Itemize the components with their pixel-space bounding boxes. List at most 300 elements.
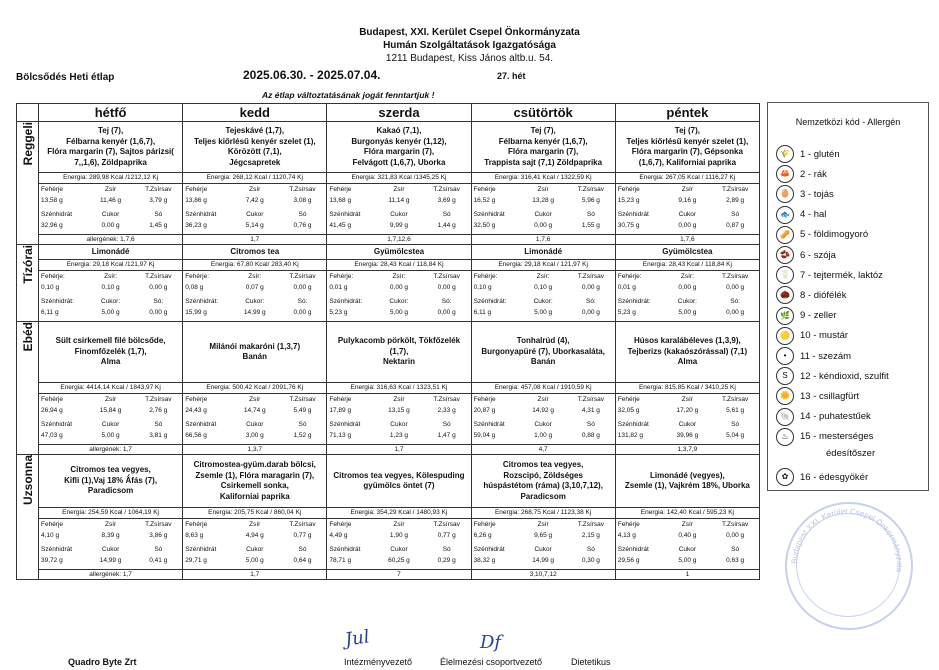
nutrition-values-row: [327, 307, 470, 321]
nutrition-labels-row: [616, 544, 759, 555]
nutrition-value: 5,61 g: [726, 407, 745, 414]
nutrition-value: 0,00 g: [726, 284, 745, 291]
nutrition-value: 5,49 g: [293, 407, 312, 414]
nutrition-label: Fehérje: [41, 521, 64, 528]
dish-name: Citromos tea vegyes, Rozscipó, Zöldséges húspástétom (ráma) (3,10,7,12), Paradicsom: [483, 460, 603, 501]
dish-name: Tonhalrúd (4), Burgonyapüré (7), Uborkasaláta, Banán: [481, 336, 605, 367]
energy-value: Energia: 254,59 Kcal / 1064,19 Kj: [39, 507, 182, 519]
nutrition-label: Só: [586, 546, 595, 553]
nutrition-label: Só: [731, 211, 740, 218]
nutrition-label: Cukor:: [389, 298, 409, 305]
footer-role-director: Intézményvezető: [344, 657, 413, 667]
nutrition-value: 0,41 g: [149, 557, 168, 564]
nutrition-label: Cukor: [246, 546, 264, 553]
nutrition-label: Szénhidrát: [185, 211, 217, 218]
nutrition-value: 9,16 g: [678, 197, 697, 204]
nutrition-labels-row: [327, 296, 470, 307]
nutrition-labels-row: [616, 394, 759, 405]
nutrition-value: 0,64 g: [293, 557, 312, 564]
allergen-label: 11 - szezám: [800, 350, 852, 362]
svg-text:Budapest XXI. Kerület Csepel Ö: [790, 507, 904, 573]
day-header: csütörtök: [471, 104, 615, 122]
nutrition-value: 6,11 g: [473, 309, 492, 316]
nutrition-value: 14,99 g: [99, 557, 122, 564]
nutrition-label: Zsír: [681, 396, 693, 403]
nutrition-value: 131,82 g: [617, 432, 644, 439]
nutrition-table: [616, 271, 759, 321]
menu-cell: [471, 455, 615, 580]
nutrition-values-row: [616, 430, 759, 444]
nutrition-value: 13,58 g: [41, 197, 63, 204]
nutrition-label: Szénhidrát:: [41, 298, 74, 305]
nutrition-label: Fehérje: [329, 186, 352, 193]
org-name: Budapest, XXI. Kerület Csepel Önkormányzata: [359, 27, 580, 38]
allergen-label: 3 - tojás: [800, 188, 834, 200]
nutrition-values-row: [472, 220, 615, 234]
nutrition-value: 8,63 g: [185, 532, 204, 539]
nutrition-values-row: [616, 530, 759, 544]
nutrition-value: 0,01 g: [617, 284, 636, 291]
celery-icon: 🌿: [776, 307, 794, 325]
nutrition-label: Szénhidrát: [185, 546, 217, 553]
corner-cell: [17, 104, 39, 122]
nutrition-label: Fehérje:: [185, 273, 210, 280]
nutrition-labels-row: [39, 296, 182, 307]
nutrition-value: 0,00 g: [726, 309, 745, 316]
nutrition-value: 38,32 g: [473, 557, 496, 564]
nutrition-label: Szénhidrát: [329, 546, 361, 553]
nutrition-label: Só:: [585, 298, 596, 305]
nutrition-labels-row: [472, 209, 615, 220]
nutrition-label: Zsír:: [680, 273, 694, 280]
nutrition-labels-row: [39, 209, 182, 220]
nutrition-value: 3,69 g: [437, 197, 456, 204]
dish-name: Gyümölcstea: [662, 246, 713, 256]
nutrition-values-row: [39, 282, 182, 296]
nutrition-label: Só: [442, 211, 451, 218]
allergen-label: 5 - földimogyoró: [800, 229, 869, 241]
allergen-item: [776, 185, 834, 203]
nutrition-value: 0,00 g: [437, 309, 456, 316]
dish-name: Tej (7), Félbarna kenyér (1,6,7), Flóra margarin (7), Trappista sajt (7,1) Zöldpaprika: [484, 126, 603, 167]
allergen-item: [776, 307, 836, 325]
nutrition-label: Szénhidrát: [617, 421, 649, 428]
dish-name: Citromos tea vegyes, Kölespuding gyümölcs öntet (7): [333, 470, 465, 490]
nutrition-table: [472, 519, 615, 569]
energy-value: Energia: 28,43 Kcal / 118,84 Kj: [616, 259, 759, 271]
nutrition-values-row: [327, 555, 470, 569]
nutrition-values-row: [39, 555, 182, 569]
nutrition-labels-row: [616, 519, 759, 530]
nutrition-label: Zsír:: [248, 273, 262, 280]
allergen-label: 4 - hal: [800, 209, 827, 221]
nutrition-value: 14,99 g: [532, 557, 554, 564]
nutrition-value: 0,76 g: [293, 222, 312, 229]
nutrition-labels-row: [39, 419, 182, 430]
energy-value: Energia: 29,18 Kcal / 121,97 Kj: [472, 259, 615, 271]
nutrition-value: 0,10 g: [41, 284, 60, 291]
nutrition-label: Zsír: [537, 396, 549, 403]
nutrition-value: 1,44 g: [437, 222, 456, 229]
nutrition-values-row: [183, 195, 326, 209]
nutrition-table: [39, 271, 182, 321]
nutrition-label: Só: [154, 211, 163, 218]
nutrition-label: Zsír: [249, 521, 261, 528]
nutrition-label: Cukor: [246, 211, 264, 218]
nutrition-values-row: [39, 220, 182, 234]
nutrition-labels-row: [327, 544, 470, 555]
allergen-codes: allergének: 1,7: [39, 569, 182, 579]
allergen-item: [776, 145, 840, 163]
nutrition-label: Fehérje: [617, 396, 640, 403]
nutrition-label: Fehérje: [185, 186, 208, 193]
nutrition-labels-row: [616, 296, 759, 307]
energy-value: Energia: 267,05 Kcal / 1116,27 Kj: [616, 172, 759, 184]
dish-name: Limonádé: [524, 246, 563, 256]
nutrition-labels-row: [472, 519, 615, 530]
nutrition-label: Cukor:: [101, 298, 121, 305]
allergen-label: 10 - mustár: [800, 330, 849, 342]
nutrition-table: [327, 271, 470, 321]
nutrition-label: Só: [154, 546, 163, 553]
nutrition-values-row: [616, 282, 759, 296]
lupin-icon: 🌼: [776, 387, 794, 405]
stamp-text: Budapest XXI. Kerület Csepel Önkormányzata: [789, 506, 905, 573]
day-header: hétfő: [39, 104, 183, 122]
nutrition-label: Szénhidrát:: [473, 298, 507, 305]
dish-name: Kakaó (7,1), Burgonyás kenyér (1,12), Flóra margarin (7), Felvágott (1,6,7), Uborka: [351, 126, 447, 167]
nutrition-label: Cukor: [101, 421, 120, 428]
nutrition-value: 3,81 g: [149, 432, 168, 439]
nutrition-value: 32,50 g: [473, 222, 496, 229]
dish-name: Limonádé: [91, 246, 130, 256]
nutrition-value: 36,23 g: [185, 222, 207, 229]
nutrition-label: Szénhidrát:: [329, 298, 363, 305]
nutrition-value: 71,13 g: [329, 432, 352, 439]
nutrition-table: [39, 394, 182, 444]
menu-cell: [39, 455, 183, 580]
dish-name: Gyümölcstea: [373, 246, 425, 256]
energy-value: Energia: 4414,14 Kcal / 1843,97 Kj: [39, 382, 182, 394]
nutrition-values-row: [472, 195, 615, 209]
licorice-icon: ✿: [776, 468, 794, 486]
nutrition-labels-row: [327, 184, 470, 195]
nutrition-label: Fehérje: [473, 521, 496, 528]
nutrition-table: [39, 184, 182, 234]
nutrition-values-row: [616, 307, 759, 321]
nutrition-values-row: [39, 530, 182, 544]
nutrition-label: Cukor: [390, 546, 408, 553]
energy-value: Energia: 500,42 Kcal / 2091,76 Kj: [183, 382, 326, 394]
allergen-codes: 1,7: [327, 444, 470, 454]
nutrition-labels-row: [616, 271, 759, 282]
energy-value: Energia: 142,40 Kcal / 595,23 Kj: [616, 507, 759, 519]
nutrition-labels-row: [39, 519, 182, 530]
nutrition-value: 17,20 g: [676, 407, 699, 414]
nutrition-value: 0,00 g: [534, 222, 553, 229]
nutrition-value: 13,86 g: [185, 197, 207, 204]
nutrition-label: T.Zsírsav: [577, 273, 605, 280]
nutrition-labels-row: [183, 544, 326, 555]
nutrition-labels-row: [616, 184, 759, 195]
allergen-codes: 7: [327, 569, 470, 579]
nutrition-labels-row: [39, 544, 182, 555]
nutrition-label: Só: [586, 421, 595, 428]
dish-name: Tej (7), Félbarna kenyér (1,6,7), Flóra margarin (7), Sajtos párizsi( 7,,1,6), Zöldpaprika: [47, 126, 174, 167]
nutrition-table: [472, 184, 615, 234]
menu-cell: [183, 245, 327, 322]
nutrition-value: 0,08 g: [185, 284, 204, 291]
nutrition-label: Fehérje: [473, 396, 496, 403]
nutrition-value: 0,00 g: [101, 222, 120, 229]
nutrition-value: 4,49 g: [329, 532, 348, 539]
allergen-item: [776, 367, 889, 385]
nutrition-table: [183, 184, 326, 234]
allergen-codes: allergének: 1,7,6: [39, 234, 182, 244]
nutrition-label: Só: [154, 421, 163, 428]
nutrition-label: Szénhidrát: [617, 211, 649, 218]
nutrition-label: Fehérje: [41, 396, 64, 403]
nutrition-values-row: [472, 307, 615, 321]
allergen-codes: 1: [616, 569, 759, 579]
nutrition-values-row: [327, 220, 470, 234]
mollusc-icon: 🐚: [776, 408, 794, 426]
nutrition-value: 0,29 g: [437, 557, 456, 564]
nutrition-labels-row: [39, 271, 182, 282]
nutrition-label: Zsír: [681, 521, 693, 528]
day-header-row: [17, 104, 760, 122]
nutrition-label: Cukor: [390, 421, 408, 428]
allergen-codes: 1,7: [183, 234, 326, 244]
nutrition-label: Zsír: [537, 521, 549, 528]
nutrition-labels-row: [616, 209, 759, 220]
nutrition-label: T.Zsírsav: [289, 186, 316, 193]
nutrition-label: Fehérje: [185, 396, 208, 403]
allergen-legend: [767, 102, 929, 491]
nutrition-label: Cukor: [101, 211, 120, 218]
nutrition-label: Cukor: [678, 211, 697, 218]
nutrition-value: 5,96 g: [581, 197, 600, 204]
nutrition-value: 1,47 g: [437, 432, 456, 439]
nutrition-values-row: [39, 430, 182, 444]
nutrition-label: Cukor: [534, 546, 552, 553]
nutrition-label: Zsír:: [392, 273, 406, 280]
nutrition-label: Só: [442, 421, 451, 428]
nutrition-label: Cukor: [678, 546, 697, 553]
nutrition-value: 5,23 g: [329, 309, 348, 316]
nutrition-value: 0,63 g: [726, 557, 745, 564]
week-number: 27. hét: [497, 71, 526, 81]
allergen-label: 15 - mesterséges: [800, 431, 874, 443]
nutrition-label: T.Zsírsav: [721, 521, 749, 528]
nutrition-label: Cukor:: [677, 298, 697, 305]
nutrition-table: [327, 394, 470, 444]
allergen-item: [776, 327, 848, 345]
nutrition-value: 0,00 g: [678, 222, 697, 229]
nutrition-value: 0,30 g: [581, 557, 600, 564]
dish-name: Sült csirkemell filé bölcsőde, Finomfőzelék (1,7), Alma: [55, 336, 166, 367]
nutrition-label: Szénhidrát: [41, 211, 73, 218]
allergen-codes: 4,7: [472, 444, 615, 454]
nutrition-value: 0,87 g: [726, 222, 745, 229]
allergen-item: [776, 266, 883, 284]
fish-icon: 🐟: [776, 206, 794, 224]
nutrition-label: Só:: [730, 298, 740, 305]
menu-cell: [471, 122, 615, 245]
energy-value: Energia: 316,41 Kcal / 1322,59 Kj: [472, 172, 615, 184]
allergen-item: [776, 286, 846, 304]
nutrition-value: 5,04 g: [726, 432, 745, 439]
nutrition-value: 0,10 g: [101, 284, 120, 291]
menu-cell: [39, 122, 183, 245]
nutrition-value: 32,96 g: [41, 222, 63, 229]
nutrition-value: 5,00 g: [534, 309, 553, 316]
nutrition-values-row: [616, 405, 759, 419]
nutrition-value: 7,42 g: [245, 197, 264, 204]
energy-value: Energia: 321,83 Kcal /1345,25 Kj: [327, 172, 470, 184]
menu-cell: [615, 122, 759, 245]
nutrition-label: Szénhidrát: [185, 421, 217, 428]
nutrition-value: 1,00 g: [534, 432, 553, 439]
allergen-label: 7 - tejtermék, laktóz: [800, 269, 883, 281]
menu-title: Bölcsődés Heti étlap: [16, 72, 115, 83]
sesame-icon: •: [776, 347, 794, 365]
nutrition-label: Cukor: [534, 421, 552, 428]
allergen-item: [776, 408, 871, 426]
day-header: szerda: [327, 104, 471, 122]
nutrition-labels-row: [183, 296, 326, 307]
dish-name: Tejeskávé (1,7), Teljes kiőrlésű kenyér szelet (1), Körözött (7,1), Jégcsapretek: [193, 126, 316, 167]
nutrition-labels-row: [327, 271, 470, 282]
nutrition-values-row: [472, 282, 615, 296]
menu-cell: [327, 122, 471, 245]
nutrition-value: 1,52 g: [293, 432, 312, 439]
nutrition-label: T.Zsírsav: [721, 396, 749, 403]
energy-value: Energia: 28,43 Kcal / 118,84 Kj: [327, 259, 470, 271]
nutrition-label: Só: [298, 211, 307, 218]
allergen-label: 8 - diófélék: [800, 289, 847, 301]
nutrition-table: [39, 519, 182, 569]
nutrition-value: 0,00 g: [389, 284, 408, 291]
nutrition-label: T.Zsírsav: [289, 273, 316, 280]
meal-row-0: [17, 122, 760, 245]
nutrition-values-row: [327, 430, 470, 444]
nutrition-label: T.Zsírsav: [145, 273, 172, 280]
nutrition-table: [616, 394, 759, 444]
nutrition-label: Zsír: [249, 396, 261, 403]
nutrition-label: Só: [731, 546, 740, 553]
footer-company: Quadro Byte Zrt: [68, 657, 137, 667]
nutrition-label: Só: [731, 421, 740, 428]
nutrition-table: [183, 519, 326, 569]
nutrition-labels-row: [327, 209, 470, 220]
nutrition-values-row: [327, 195, 470, 209]
energy-value: Energia: 289,98 Kcal /1212,12 Kj: [39, 172, 182, 184]
meal-name-cell: [17, 322, 39, 455]
nutrition-label: Cukor: [678, 421, 697, 428]
nutrition-value: 24,43 g: [185, 407, 207, 414]
nutrition-value: 0,40 g: [678, 532, 697, 539]
nutrition-values-row: [39, 307, 182, 321]
nutrition-value: 78,71 g: [329, 557, 352, 564]
footer-role-dietitian: Dietetikus: [571, 657, 611, 667]
allergen-item: [776, 347, 851, 365]
nutrition-values-row: [616, 220, 759, 234]
allergen-label: 2 - rák: [800, 168, 827, 180]
menu-cell: [327, 245, 471, 322]
nutrition-label: T.Zsírsav: [721, 186, 749, 193]
nutrition-labels-row: [327, 419, 470, 430]
nutrition-label: Zsír: [393, 396, 405, 403]
dish-name: Limonádé (vegyes), Zsemle (1), Vajkrém 18%, Uborka: [624, 470, 750, 490]
energy-value: Energia: 815,85 Kcal / 3410,25 Kj: [616, 382, 759, 394]
meal-row-3: [17, 455, 760, 580]
nutrition-value: 29,71 g: [185, 557, 207, 564]
day-header: kedd: [183, 104, 327, 122]
nutrition-label: Zsír: [393, 521, 405, 528]
dish-name: Pulykacomb pörkölt, Tökfőzelék (1,7), Nektarin: [337, 336, 461, 367]
nutrition-value: 20,87 g: [473, 407, 496, 414]
sweetener-icon: ♨: [776, 428, 794, 446]
menu-cell: [39, 322, 183, 455]
allergen-item: [826, 448, 875, 459]
allergen-codes: 1,7,6: [472, 234, 615, 244]
weekly-menu-table: [16, 103, 760, 580]
nutrition-label: Só:: [153, 298, 164, 305]
sulphite-icon: S: [776, 367, 794, 385]
allergen-codes: 3,10,7,12: [472, 569, 615, 579]
allergen-label: 12 - kéndioxid, szulfit: [800, 370, 889, 382]
allergen-label: 9 - zeller: [800, 310, 837, 322]
nutrition-labels-row: [472, 544, 615, 555]
allergen-item: [776, 468, 868, 486]
nutrition-values-row: [183, 530, 326, 544]
nutrition-table: [183, 394, 326, 444]
nutrition-values-row: [616, 195, 759, 209]
org-department: Humán Szolgáltatások Igazgatósága: [383, 40, 556, 51]
nutrition-labels-row: [472, 296, 615, 307]
nutrition-label: Zsír: [681, 186, 693, 193]
nutrition-values-row: [183, 430, 326, 444]
menu-cell: [615, 245, 759, 322]
menu-cell: [183, 322, 327, 455]
nutrition-label: Cukor: [246, 421, 264, 428]
nutrition-labels-row: [616, 419, 759, 430]
nutrition-label: Szénhidrát:: [617, 298, 651, 305]
nutrition-value: 0,88 g: [581, 432, 600, 439]
meal-row-1: [17, 245, 760, 322]
nutrition-label: T.Zsírsav: [289, 521, 316, 528]
nutrition-label: Zsír: [537, 186, 549, 193]
nut-icon: 🌰: [776, 286, 794, 304]
meal-name: Uzsonna: [20, 455, 35, 506]
nutrition-table: [327, 519, 470, 569]
nutrition-label: Só: [298, 421, 307, 428]
nutrition-value: 32,05 g: [617, 407, 640, 414]
dish-name: Tej (7), Teljes kiőrlésű kenyér szelet (1), Flóra margarin (7), Gépsonka (1,6,7), Kaliforniai paprika: [626, 126, 749, 167]
menu-cell: [471, 245, 615, 322]
menu-cell: [615, 455, 759, 580]
energy-value: Energia: 268,12 Kcal / 1120,74 Kj: [183, 172, 326, 184]
nutrition-labels-row: [39, 184, 182, 195]
meal-name-cell: [17, 455, 39, 580]
nutrition-value: 11,46 g: [99, 197, 122, 204]
nutrition-value: 3,86 g: [149, 532, 168, 539]
org-address: 1211 Budapest, Kiss János altb.u. 54.: [385, 53, 554, 64]
allergen-label: édesítőszer: [826, 448, 876, 459]
allergen-item: [776, 206, 826, 224]
energy-value: Energia: 67,80 Kcal/ 283,40 Kj: [183, 259, 326, 271]
